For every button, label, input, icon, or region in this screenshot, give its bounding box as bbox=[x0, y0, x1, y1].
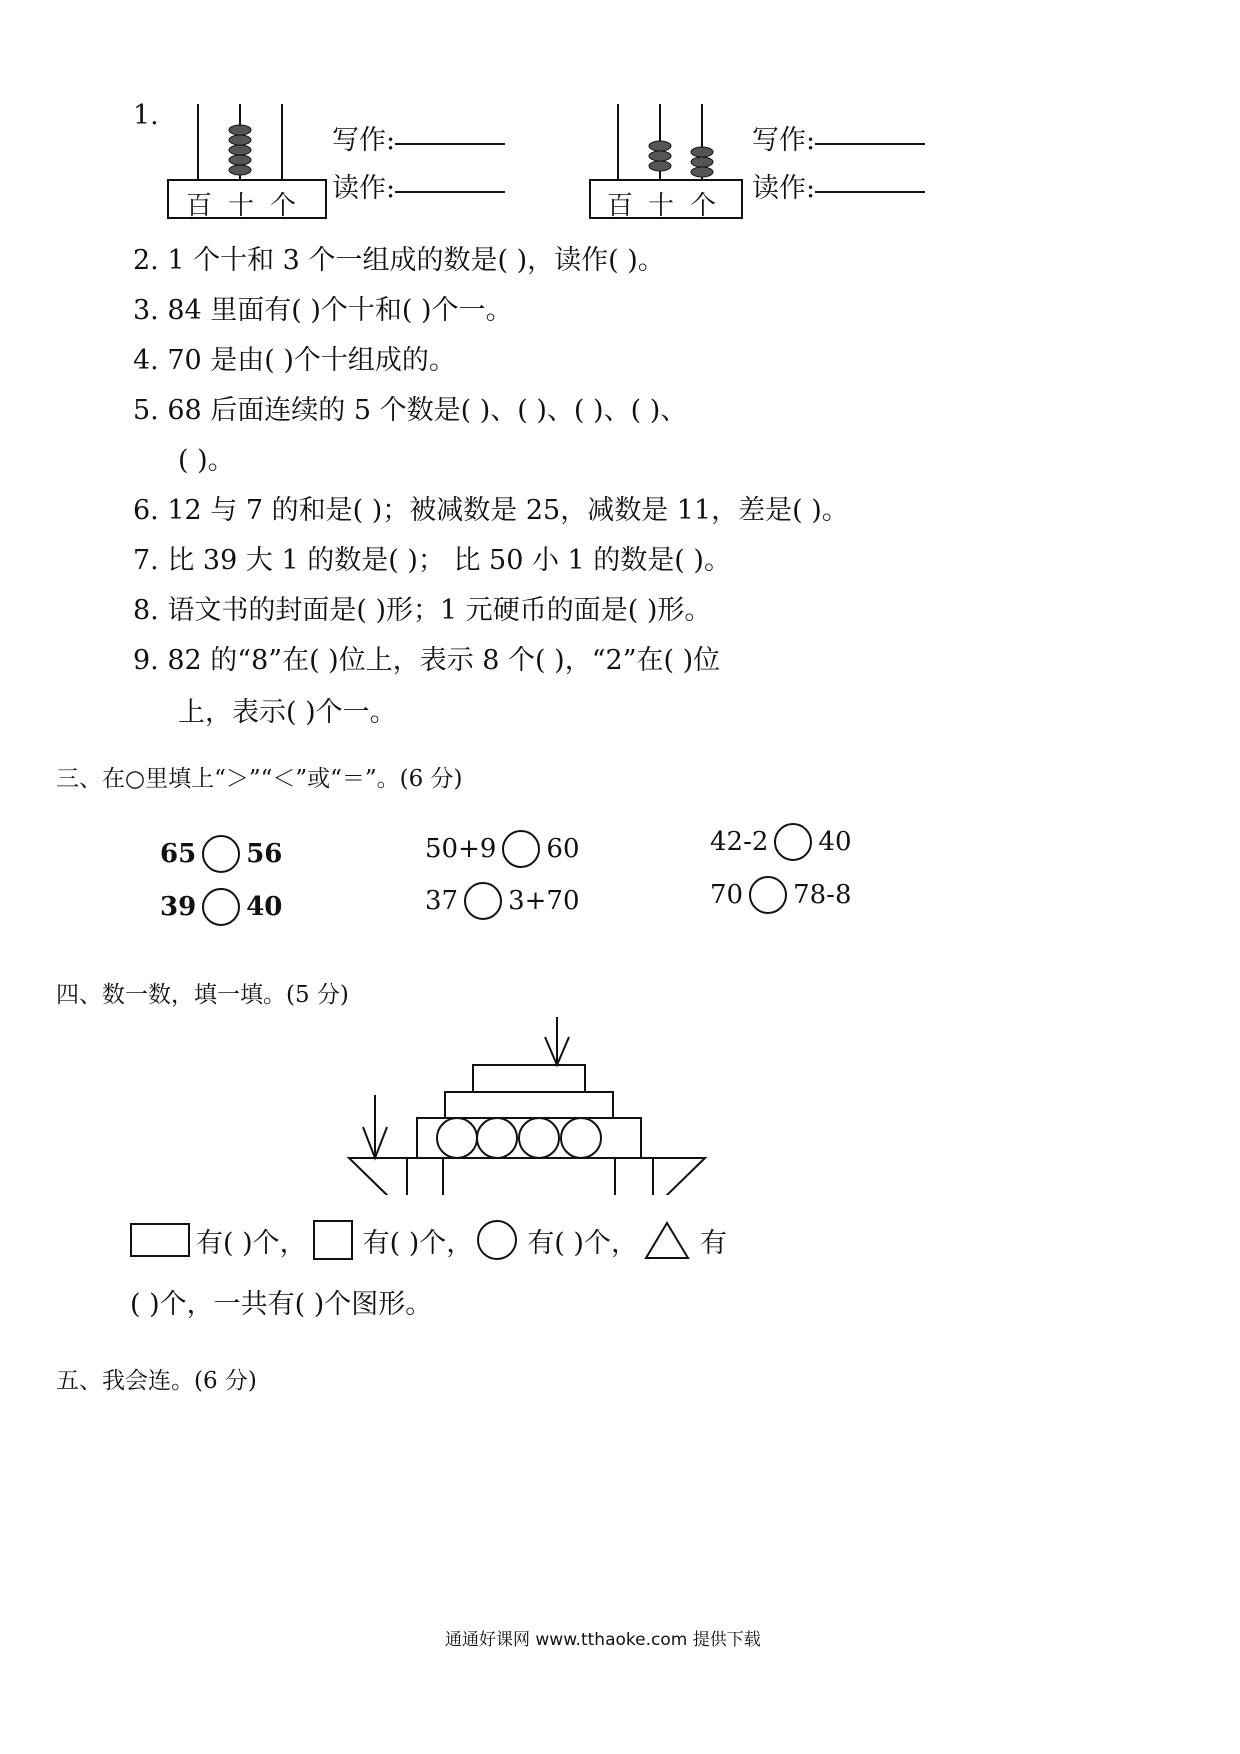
circle-icon bbox=[477, 1220, 517, 1260]
abacus-1-col-hundreds: 百 bbox=[186, 191, 213, 221]
compare-right: 40 bbox=[246, 892, 283, 922]
compare-left: 50+9 bbox=[425, 834, 497, 864]
answer-circle[interactable] bbox=[202, 835, 240, 873]
abacus-1-read bbox=[332, 166, 505, 205]
abacus-1-write bbox=[332, 118, 505, 157]
abacus-1-col-tens: 十 bbox=[228, 191, 255, 221]
compare-right: 78-8 bbox=[793, 880, 852, 910]
compare-left: 37 bbox=[425, 886, 459, 916]
answer-circle[interactable] bbox=[774, 823, 812, 861]
answer-circle[interactable] bbox=[202, 888, 240, 926]
q1-number: 1. bbox=[133, 100, 159, 131]
section-5-title: 五、我会连。(6 分) bbox=[56, 1368, 257, 1394]
abacus-2-col-ones: 个 bbox=[690, 191, 717, 221]
triangle-icon bbox=[644, 1220, 690, 1260]
abacus-2-col-hundreds: 百 bbox=[607, 191, 634, 221]
section-4-title: 四、数一数，填一填。(5 分) bbox=[56, 982, 349, 1008]
question-4: 4. 70 是由( )个十组成的。 bbox=[133, 345, 456, 376]
compare-item-4 bbox=[425, 882, 580, 920]
section-3-title: 三、在○里填上“＞”“＜”或“＝”。(6 分) bbox=[56, 766, 463, 792]
write-answer-line[interactable] bbox=[815, 139, 925, 145]
question-7: 7. 比 39 大 1 的数是( )； 比 50 小 1 的数是( )。 bbox=[133, 545, 731, 576]
count-line-1 bbox=[130, 1220, 727, 1260]
compare-item-3 bbox=[425, 830, 580, 868]
count-triangle: 有 bbox=[699, 1227, 727, 1259]
read-answer-line[interactable] bbox=[815, 187, 925, 193]
rectangle-icon bbox=[130, 1223, 190, 1257]
question-3: 3. 84 里面有( )个十和( )个一。 bbox=[133, 295, 513, 326]
compare-left: 70 bbox=[710, 880, 744, 910]
compare-right: 60 bbox=[546, 834, 580, 864]
abacus-2-write bbox=[752, 118, 925, 157]
abacus-2-read bbox=[752, 166, 925, 205]
compare-item-6 bbox=[710, 876, 852, 914]
write-answer-line[interactable] bbox=[395, 139, 505, 145]
read-answer-line[interactable] bbox=[395, 187, 505, 193]
compare-item-5 bbox=[710, 823, 852, 861]
answer-circle[interactable] bbox=[749, 876, 787, 914]
write-label: 写作: bbox=[752, 125, 816, 156]
question-8: 8. 语文书的封面是( )形；1 元硬币的面是( )形。 bbox=[133, 595, 712, 626]
compare-left: 42-2 bbox=[710, 827, 769, 857]
question-9-cont: 上，表示( )个一。 bbox=[178, 697, 397, 728]
answer-circle[interactable] bbox=[502, 830, 540, 868]
compare-right: 40 bbox=[818, 827, 852, 857]
compare-left: 65 bbox=[160, 839, 197, 869]
abacus-2-col-tens: 十 bbox=[648, 191, 675, 221]
abacus-1-col-ones: 个 bbox=[270, 191, 297, 221]
read-label: 读作: bbox=[332, 173, 396, 204]
count-circle: 有( )个， bbox=[527, 1227, 638, 1259]
compare-right: 3+70 bbox=[508, 886, 580, 916]
question-9: 9. 82 的“8”在( )位上，表示 8 个( )，“2”在( )位 bbox=[133, 645, 721, 676]
compare-item-1 bbox=[160, 835, 282, 873]
read-label: 读作: bbox=[752, 173, 816, 204]
compare-item-2 bbox=[160, 888, 282, 926]
boat-figure bbox=[345, 1015, 715, 1195]
write-label: 写作: bbox=[332, 125, 396, 156]
question-2: 2. 1 个十和 3 个一组成的数是( )，读作( )。 bbox=[133, 245, 665, 276]
footer: 通通好课网 www.tthaoke.com 提供下载 bbox=[445, 1630, 761, 1650]
count-square: 有( )个， bbox=[362, 1227, 474, 1259]
square-icon bbox=[313, 1220, 353, 1260]
count-line-2: ( )个，一共有( )个图形。 bbox=[130, 1289, 433, 1320]
question-6: 6. 12 与 7 的和是( )；被减数是 25，减数是 11，差是( )。 bbox=[133, 495, 849, 526]
question-5-cont: ( )。 bbox=[178, 445, 235, 476]
count-rect: 有( )个， bbox=[196, 1227, 307, 1259]
compare-left: 39 bbox=[160, 892, 197, 922]
compare-right: 56 bbox=[246, 839, 283, 869]
answer-circle[interactable] bbox=[464, 882, 502, 920]
question-5: 5. 68 后面连续的 5 个数是( )、( )、( )、( )、 bbox=[133, 395, 688, 426]
